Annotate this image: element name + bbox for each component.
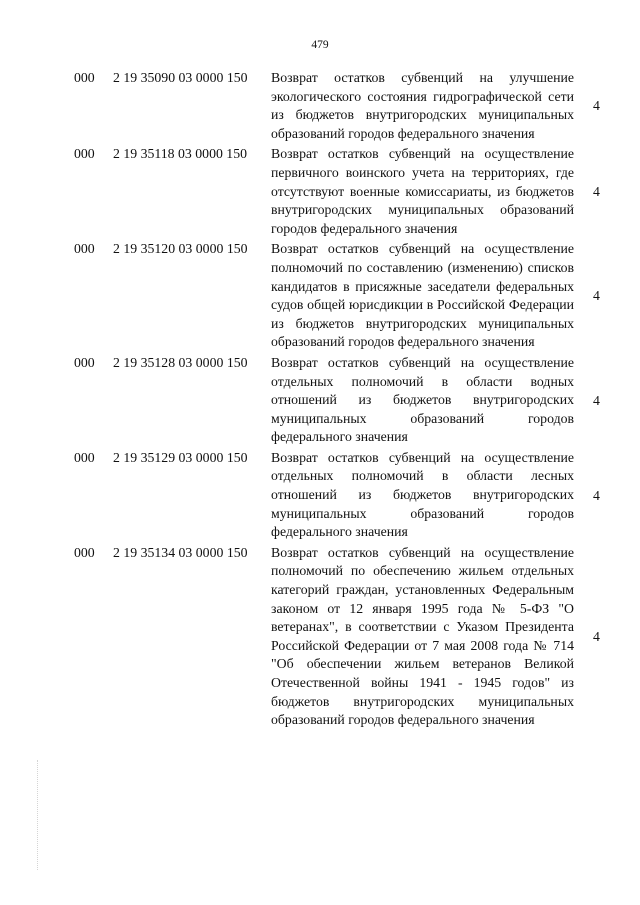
budget-level: 4 bbox=[593, 98, 600, 113]
budget-classification-code: 2 19 35118 03 0000 150 bbox=[113, 146, 248, 162]
budget-level: 4 bbox=[593, 487, 600, 503]
row-description: Возврат остатков субвенций на осуществление полномочий по обеспечению жильем отдельных категорий граждан, установленных Федеральным законом от 12 января 1995 года № 5-ФЗ "О ветеранах", в соответствии с Указом Президента Российской Федерации от 7 мая 2008 года № 714 "Об обеспечении жильем ветеранов Великой Отечественной войны 1941 - 1945 годов" из бюджетов внутригородских муниципальных образований городов федерального значения bbox=[271, 544, 574, 728]
table-row bbox=[0, 354, 640, 447]
row-description: Возврат остатков субвенций на осуществление полномочий по составлению (изменению) списков кандидатов в присяжные заседатели федеральных судов общей юрисдикции в Российской Федерации из бюджетов внутригородских муниципальных образований городов федерального значения bbox=[271, 241, 574, 350]
admin-code: 000 bbox=[74, 449, 95, 465]
budget-level: 4 bbox=[593, 628, 600, 644]
admin-code: 000 bbox=[74, 544, 95, 560]
budget-level: 4 bbox=[593, 288, 600, 304]
table-row bbox=[0, 449, 640, 542]
budget-level: 4 bbox=[593, 392, 600, 408]
table-row bbox=[0, 544, 640, 730]
table-row bbox=[0, 240, 640, 352]
budget-code-table bbox=[0, 69, 640, 732]
page-number: 479 bbox=[311, 39, 329, 51]
budget-classification-code: 2 19 35090 03 0000 150 bbox=[113, 70, 248, 85]
admin-code: 000 bbox=[74, 70, 95, 85]
row-description: Возврат остатков субвенций на улучшение экологического состояния гидрографической сети из бюджетов внутригородских муниципальных образований городов федерального значения bbox=[271, 70, 574, 141]
row-description: Возврат остатков субвенций на осуществление отдельных полномочий в области водных отношений из бюджетов внутригородских муниципальных образований городов федерального значения bbox=[271, 354, 574, 445]
admin-code: 000 bbox=[74, 146, 95, 162]
budget-classification-code: 2 19 35128 03 0000 150 bbox=[113, 354, 248, 370]
row-description: Возврат остатков субвенций на осуществление отдельных полномочий в области лесных отношений из бюджетов внутригородских муниципальных образований городов федерального значения bbox=[271, 449, 574, 540]
table-row bbox=[0, 145, 640, 238]
row-description: Возврат остатков субвенций на осуществление первичного воинского учета на территориях, где отсутствуют военные комиссариаты, из бюджетов внутригородских муниципальных образований городов федерального значения bbox=[271, 146, 574, 236]
budget-level: 4 bbox=[593, 184, 600, 200]
admin-code: 000 bbox=[74, 354, 95, 370]
table-row bbox=[0, 69, 640, 143]
budget-classification-code: 2 19 35129 03 0000 150 bbox=[113, 449, 248, 465]
budget-classification-code: 2 19 35134 03 0000 150 bbox=[113, 544, 248, 560]
budget-classification-code: 2 19 35120 03 0000 150 bbox=[113, 241, 248, 257]
scan-margin-mark bbox=[37, 760, 39, 870]
admin-code: 000 bbox=[74, 241, 95, 257]
